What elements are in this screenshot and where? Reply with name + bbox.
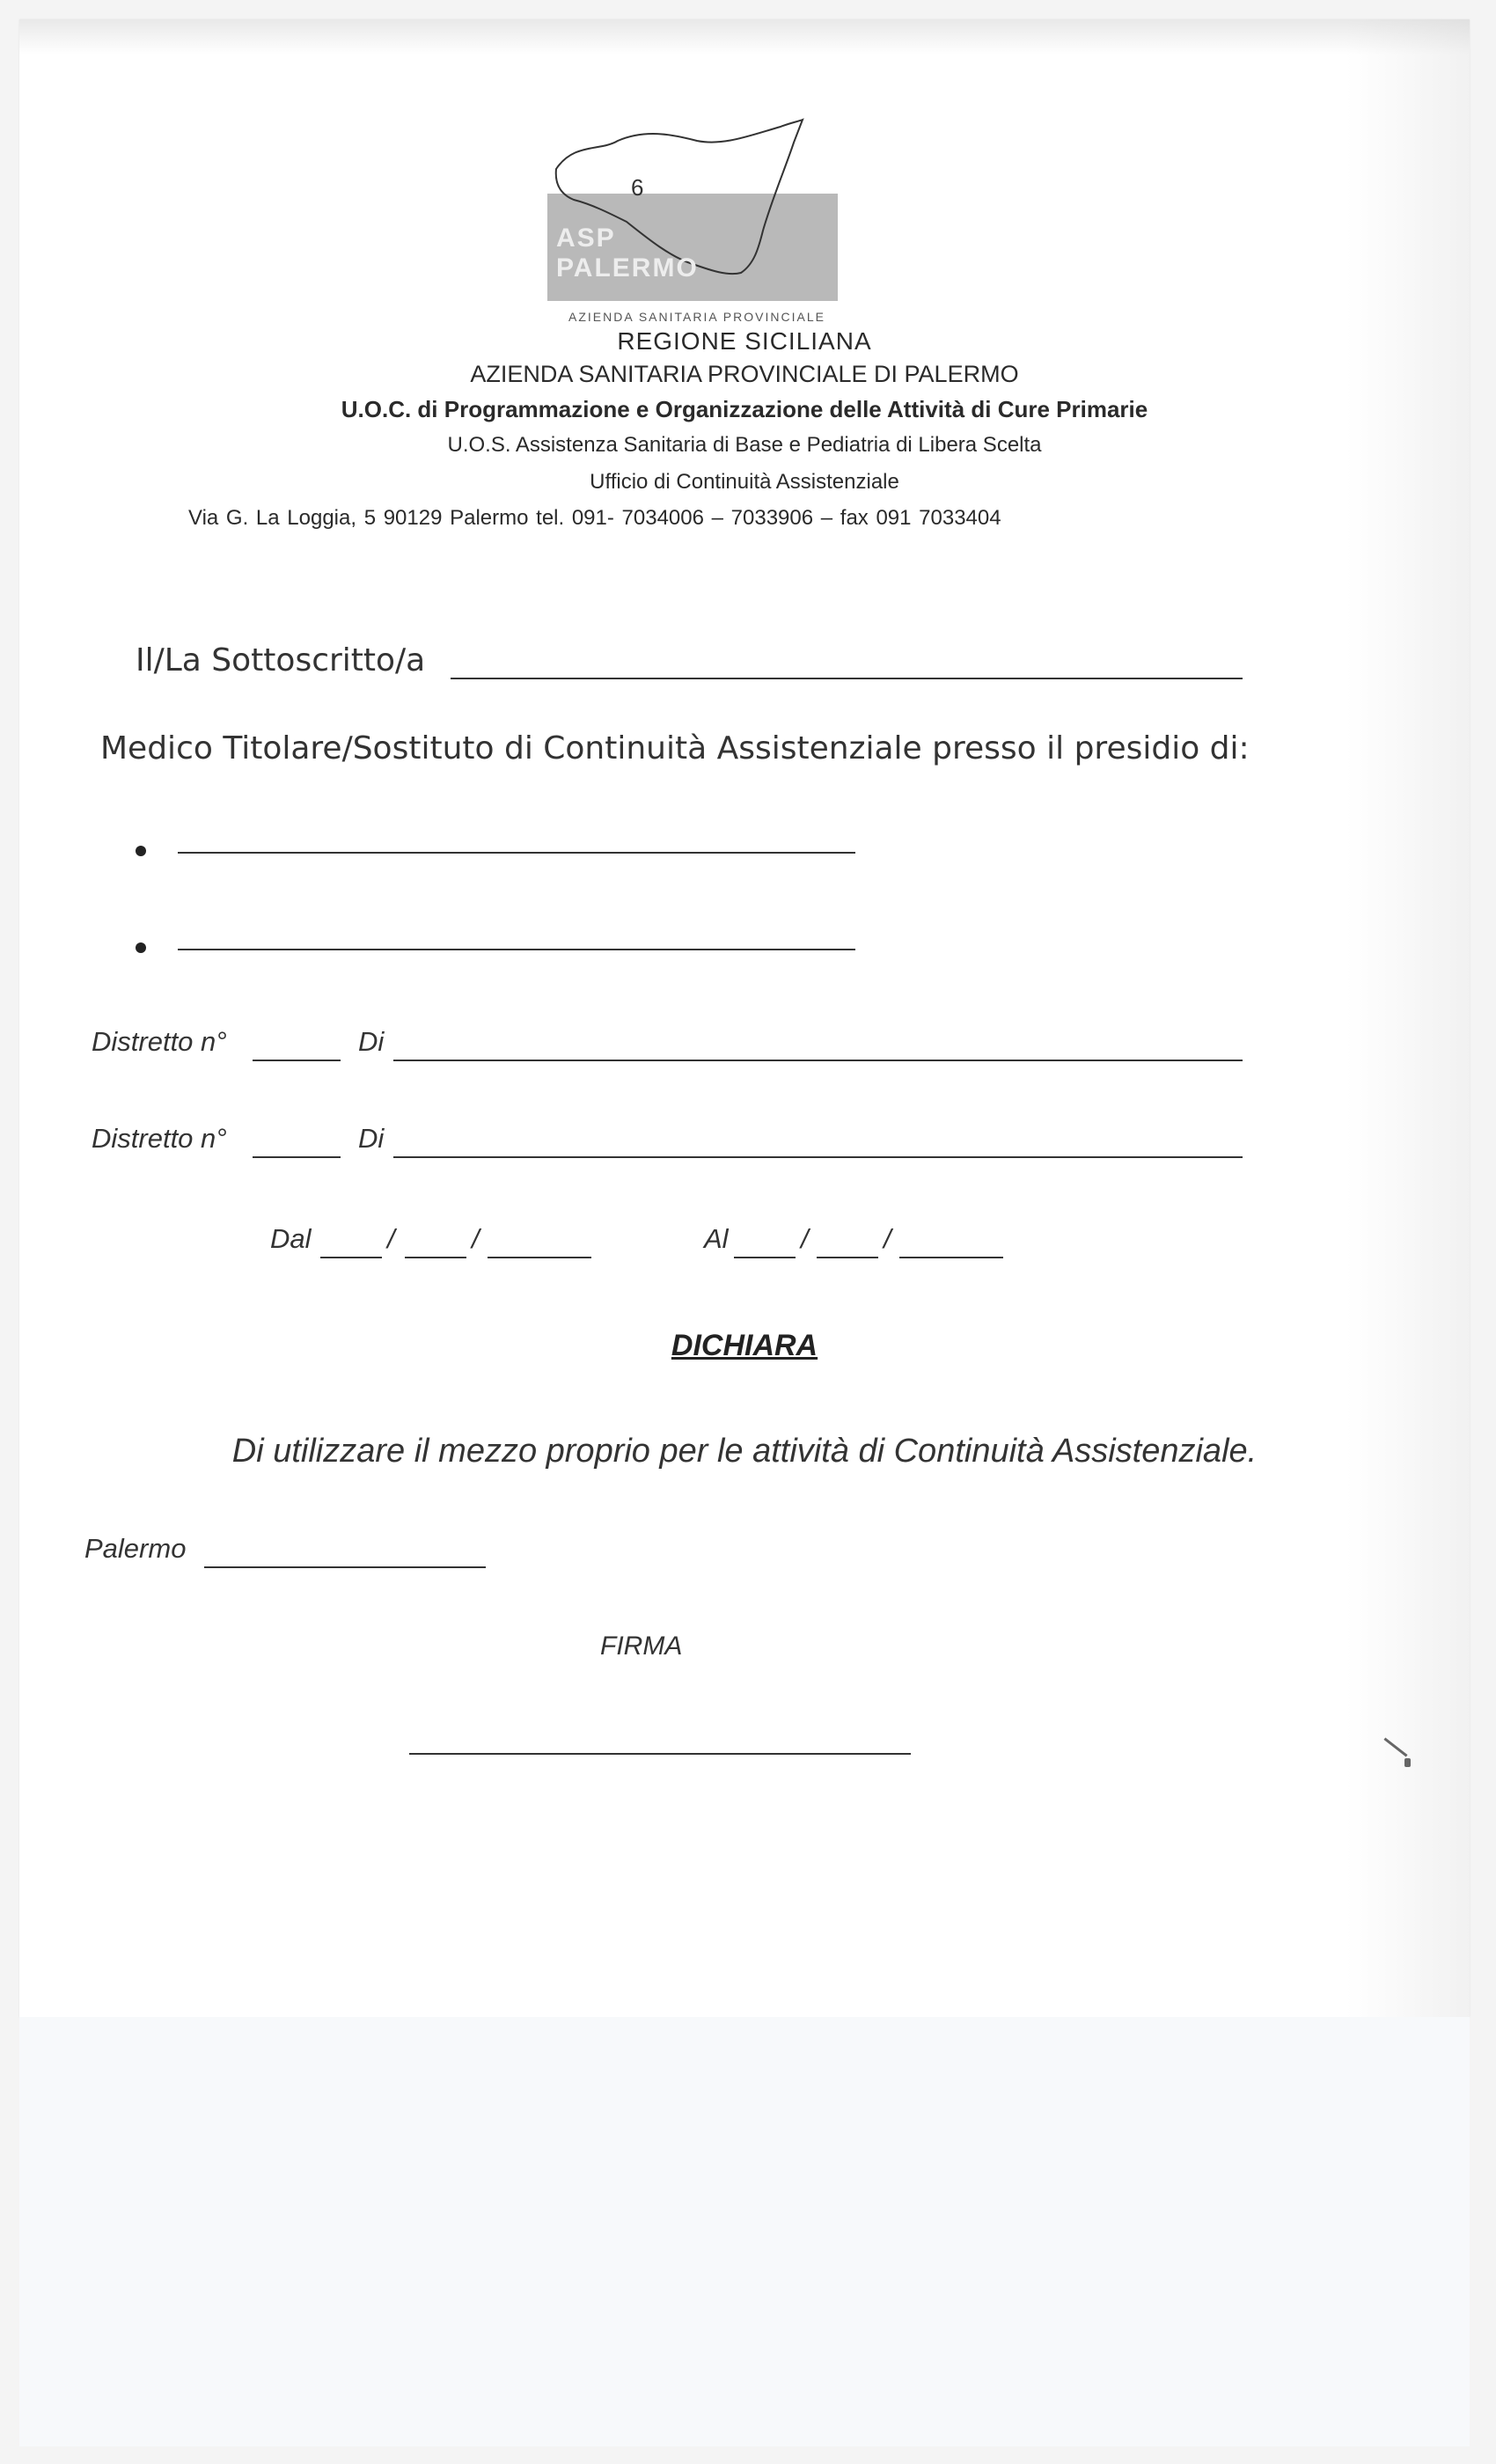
scan-edge-shadow xyxy=(1346,19,1470,2017)
scan-speck xyxy=(1404,1758,1411,1767)
dal-month-field[interactable] xyxy=(405,1257,466,1258)
district-di-label-1: Di xyxy=(358,1026,385,1057)
presidio-field-1[interactable] xyxy=(178,852,855,854)
dal-day-field[interactable] xyxy=(320,1257,382,1258)
uos-title: U.O.S. Assistenza Sanitaria di Base e Pediatria di Libera Scelta xyxy=(447,433,1042,457)
signer-label: Il/La Sottoscritto/a xyxy=(136,642,426,678)
document-page xyxy=(19,19,1470,2017)
signature-label: FIRMA xyxy=(600,1632,683,1661)
dal-slash-1: / xyxy=(387,1223,395,1254)
bullet-1 xyxy=(136,846,146,856)
signer-name-field[interactable] xyxy=(451,678,1243,679)
dal-slash-2: / xyxy=(472,1223,480,1254)
place-label: Palermo xyxy=(84,1533,187,1564)
declaration-statement: Di utilizzare il mezzo proprio per le attività di Continuità Assistenziale. xyxy=(231,1433,1258,1470)
region-title: REGIONE SICILIANA xyxy=(617,327,872,355)
date-place-field[interactable] xyxy=(204,1566,486,1568)
scan-top-shadow xyxy=(19,19,1470,55)
dal-label: Dal xyxy=(270,1223,312,1254)
office-title: Ufficio di Continuità Assistenziale xyxy=(590,470,899,494)
al-month-field[interactable] xyxy=(817,1257,878,1258)
declaration-title: DICHIARA xyxy=(671,1329,818,1362)
al-slash-2: / xyxy=(884,1223,891,1254)
presidio-field-2[interactable] xyxy=(178,949,855,950)
al-label: Al xyxy=(704,1223,729,1254)
al-slash-1: / xyxy=(801,1223,809,1254)
district-name-field-1[interactable] xyxy=(393,1060,1243,1061)
al-year-field[interactable] xyxy=(899,1257,1003,1258)
contacts-line: Via G. La Loggia, 5 90129 Palermo tel. 091- 7034006 – 7033906 – fax 091 7033404 xyxy=(188,506,1001,530)
svg-text:6: 6 xyxy=(631,174,644,201)
al-day-field[interactable] xyxy=(734,1257,796,1258)
bullet-2 xyxy=(136,942,146,953)
signature-field[interactable] xyxy=(409,1753,911,1755)
district-label-1: Distretto n° xyxy=(92,1026,227,1057)
role-label: Medico Titolare/Sostituto di Continuità Assistenziale presso il presidio di: xyxy=(100,730,1250,766)
agency-title: AZIENDA SANITARIA PROVINCIALE DI PALERMO xyxy=(470,361,1019,387)
uoc-title: U.O.C. di Programmazione e Organizzazione delle Attività di Cure Primarie xyxy=(341,396,1148,422)
dal-year-field[interactable] xyxy=(488,1257,591,1258)
logo-lettering: ASP PALERMO xyxy=(556,224,699,282)
district-number-field-2[interactable] xyxy=(253,1156,341,1158)
district-label-2: Distretto n° xyxy=(92,1123,227,1154)
logo-agency-caption: AZIENDA SANITARIA PROVINCIALE xyxy=(568,310,825,324)
district-name-field-2[interactable] xyxy=(393,1156,1243,1158)
lower-blank-area xyxy=(19,2017,1470,2446)
district-di-label-2: Di xyxy=(358,1123,385,1154)
district-number-field-1[interactable] xyxy=(253,1060,341,1061)
